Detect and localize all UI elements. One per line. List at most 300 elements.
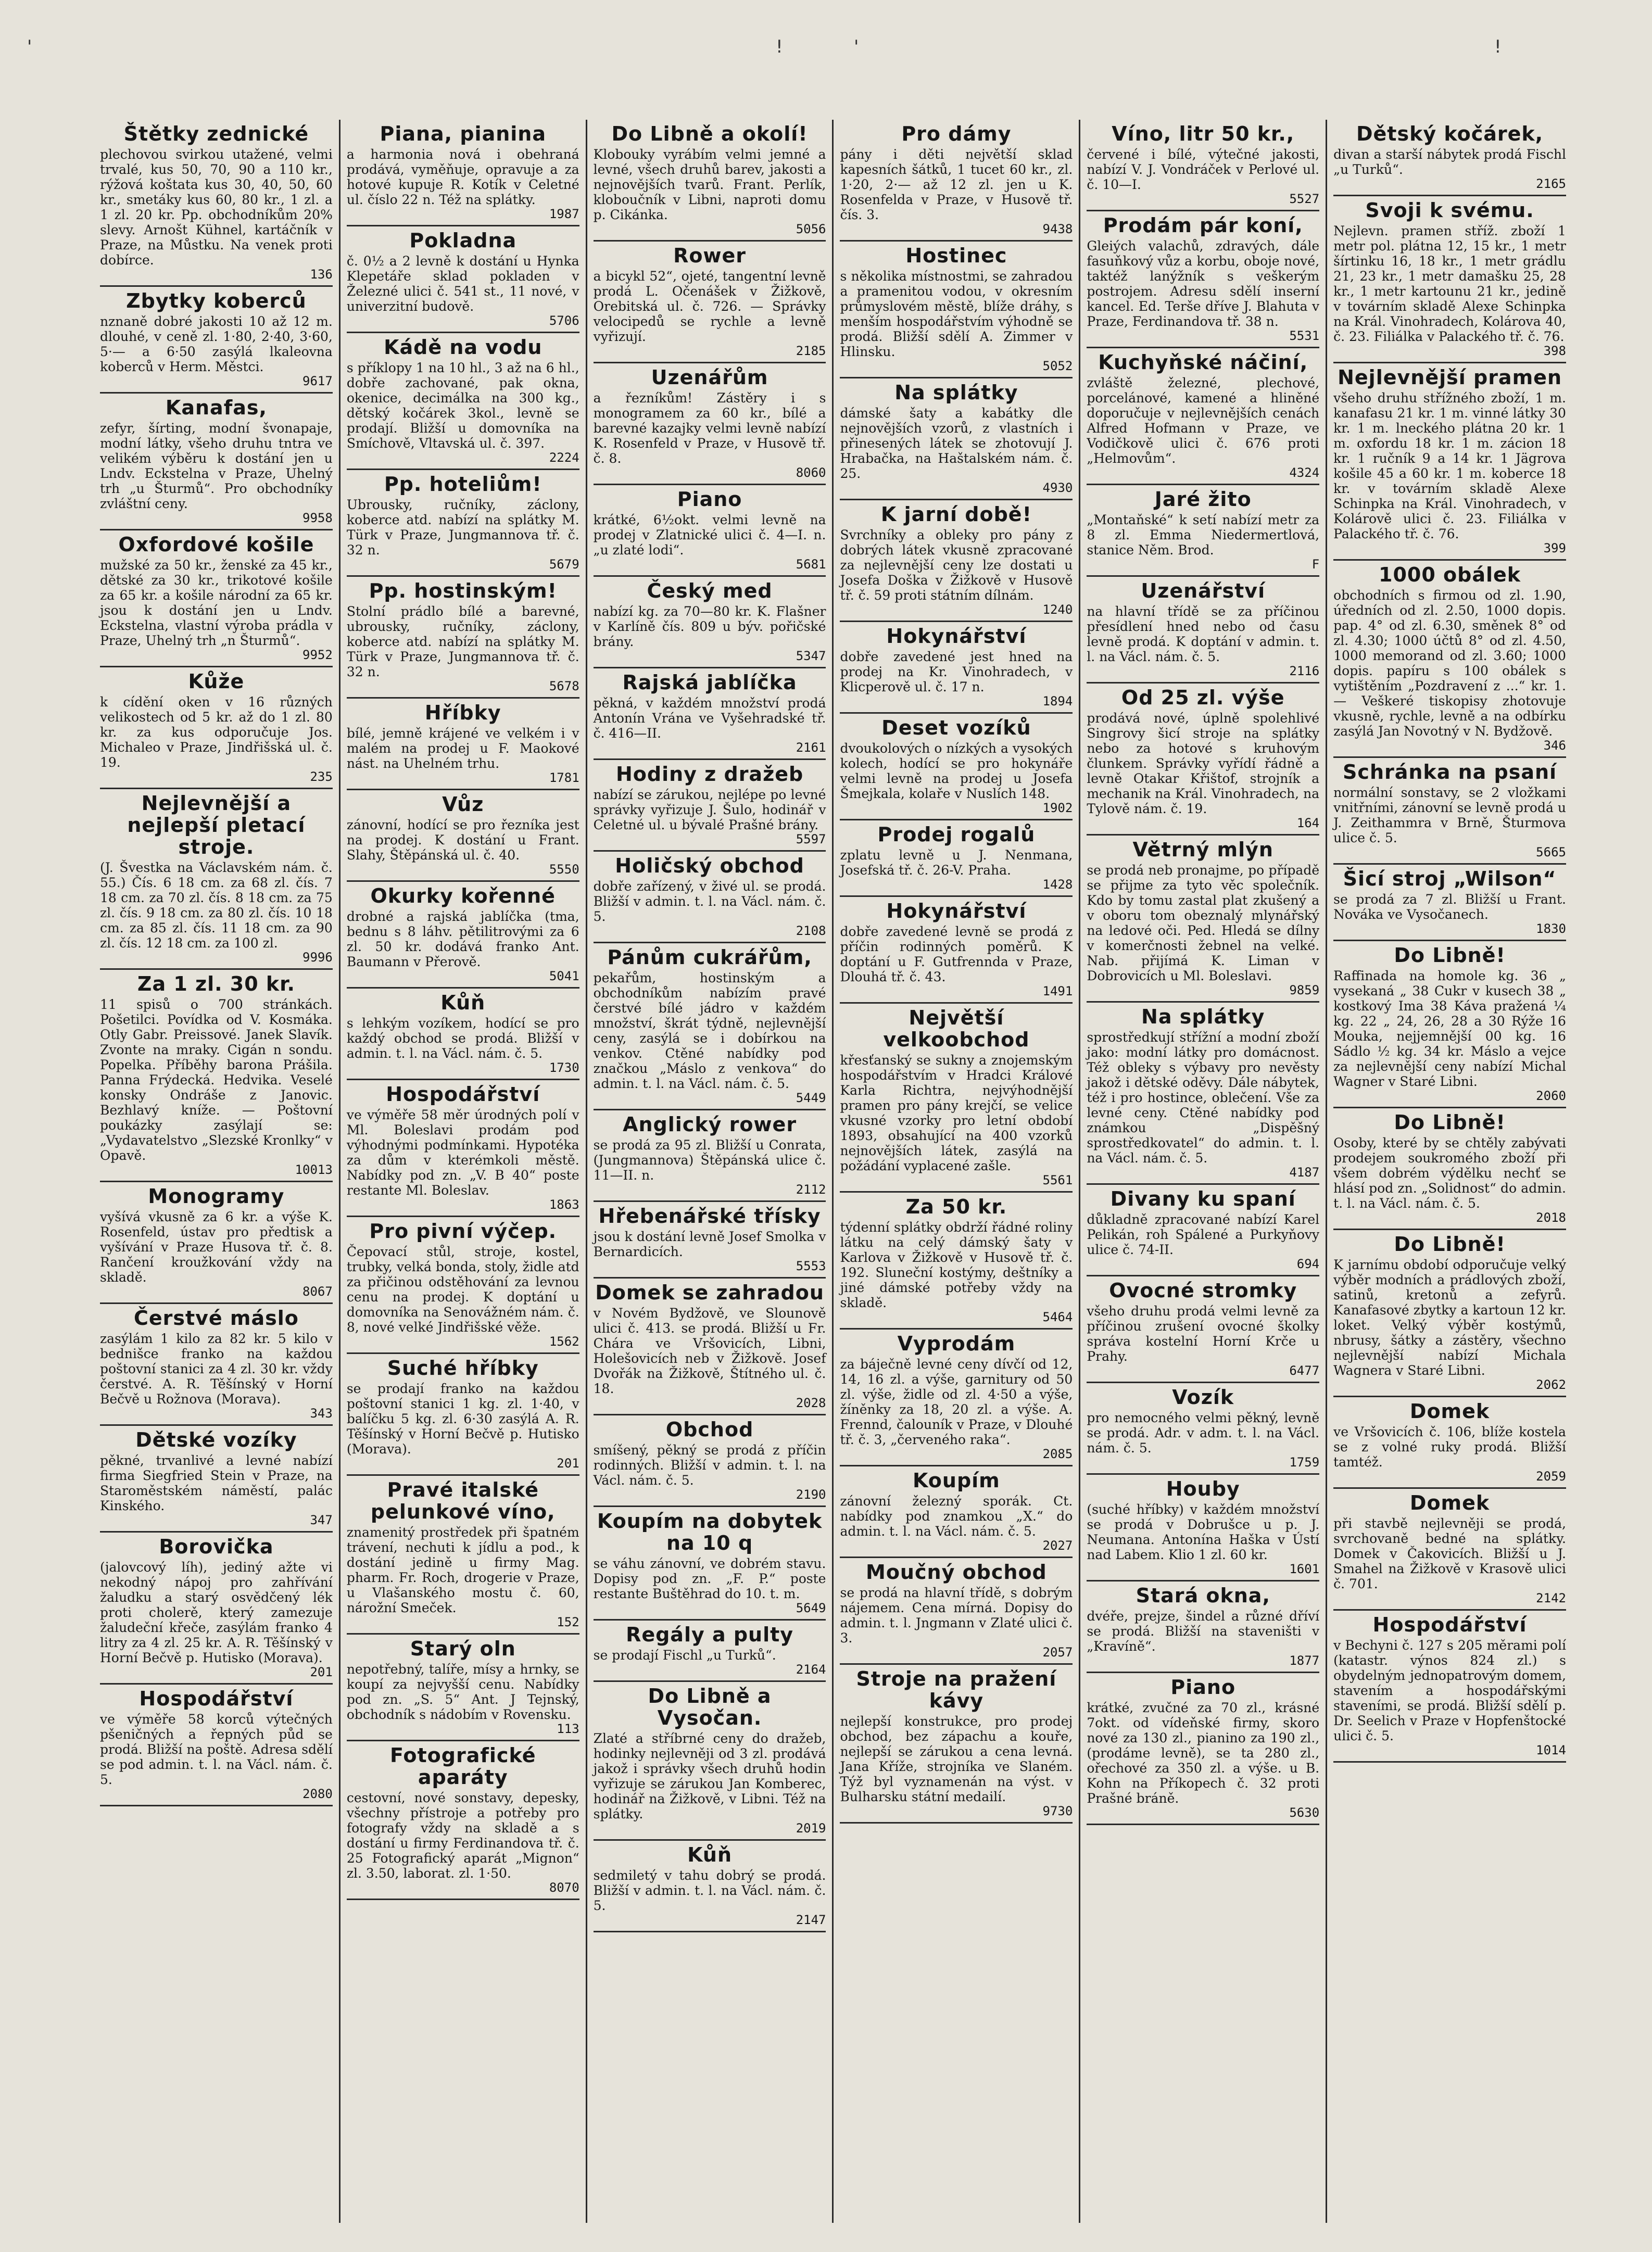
classified-ad [1333, 1230, 1566, 1397]
ad-number: 2085 [1042, 1447, 1073, 1461]
ad-body: drobné a rajská jablíčka (tma, bednu s 8 láhv. pětilitrovými za 6 zl. 50 kr. dodává franko Ant. Baumann v Přerově. [346, 909, 579, 969]
ad-number: 9438 [1042, 222, 1073, 236]
classified-ad [100, 1685, 333, 1806]
classified-ad [347, 120, 579, 226]
classified-ad [840, 500, 1073, 622]
ad-body: (jalovcový líh), jediný ažte vi nekodný nápoj pro zahřívání žaludku a starý osvědčený lék proti cholerě, který zamezuje žaludeční křeče, zasýlám franko 4 litry za 4 zl. 25 kr. A. R. Těšínský v Horní Bečvě p. Hutisko (Morava). [100, 1560, 333, 1665]
ad-number: 5550 [549, 862, 579, 877]
ad-number: 398 [1543, 344, 1566, 358]
ad-body: krátké, zvučné za 70 zl., krásné 7okt. od vídeňské firmy, skoro nové za 130 zl., pianino za 190 zl., (prodáme levně), se ta 280 zl., ořechové za 350 zl. a výše. u B. Kohn na Příkopech č. 32 proti Prašné bráně. [1087, 1700, 1320, 1806]
classified-ad [1087, 211, 1319, 348]
classified-ad [1333, 561, 1566, 758]
ad-body: se prodají Fischl „u Turků“. [593, 1648, 776, 1663]
classified-ad [347, 333, 579, 470]
classified-ad [840, 1558, 1073, 1665]
classified-ad [840, 1004, 1073, 1193]
ad-number: 136 [310, 267, 333, 282]
classified-ad [840, 120, 1073, 242]
ad-heading: Jaré žito [1154, 488, 1252, 511]
ad-body: znamenitý prostředek při špatném trávení, nechuti k jídlu a pod., k dostání jedině u firmy Mag. pharm. Fr. Roch, drogerie v Praze, u Vlašanského mostu č. 60, nárožní Smeček. [346, 1525, 579, 1615]
ad-body: dvéře, prejze, šindel a různé dříví se prodá. Bližší na staveništi v „Kravíně“. [1087, 1609, 1320, 1654]
ad-heading: Vyprodám [897, 1332, 1016, 1355]
ad-heading: Hostinec [905, 244, 1007, 267]
ad-heading: Uzenářům [651, 366, 768, 389]
classified-ad [100, 667, 333, 789]
ad-body: k cídění oken v 16 různých velikostech od 5 kr. až do 1 zl. 80 kr. za kus odporučuje Jos. Michaleo v Praze, Jindřišská ul. č. 19. [100, 694, 333, 770]
ad-number: 1014 [1536, 1743, 1566, 1757]
classified-ad [347, 1217, 579, 1354]
ad-number: 4324 [1289, 465, 1320, 480]
ad-body: mužské za 50 kr., ženské za 45 kr., dětské za 30 kr., trikotové košile za 65 kr. a košile národní za 65 kr. jsou k dostání jen u Lndv. Eckstelna, vlastní výroba prádla v Praze, Uhelný trh „n Šturmů“. [100, 558, 333, 648]
classified-ad [1333, 941, 1566, 1108]
ad-number: 1987 [549, 207, 579, 221]
ad-heading: Hříbky [424, 701, 501, 724]
ad-heading: Uzenářství [1141, 579, 1266, 602]
ad-body: Ubrousky, ručníky, záclony, koberce atd. nabízí na splátky M. Türk v Praze, Jungmannova tř. č. 32 n. [346, 497, 579, 558]
ad-number: 5449 [796, 1091, 826, 1105]
ad-heading: Kanafas, [165, 396, 267, 419]
ad-number: 1601 [1289, 1562, 1320, 1576]
classified-ad [840, 1193, 1073, 1330]
ad-body: obchodních s firmou od zl. 1.90, úředních od zl. 2.50, 1000 dopis. pap. 4° od zl. 6.30, směnek 8° od zl. 4.30; 1000 účtů 8° od zl. 4.50, 1000 memorand od zl. 3.60; 1000 dopis. papíru s 100 obálek s vytištěním „Pozdravení z ...“ kr. 1.— Veškeré tiskopisy zhotovuje vkusně, rychle, levně a na odbírku zasýlá Jan Novotný v N. Bydžově. [1333, 588, 1566, 739]
ad-heading: Nejlevnější pramen [1338, 366, 1562, 389]
ad-body: dámské šaty a kabátky dle nejnovějších vzorů, z vlastních i přinesených látek se zhotovují J. Hrabačka, na Haštalském nám. č. 25. [840, 406, 1073, 481]
ad-heading: Pokladna [409, 229, 517, 252]
ad-body: důkladně zpracované nabízí Karel Pelikán, roh Spálené a Purkyňovy ulice č. 74-II. [1087, 1212, 1320, 1257]
ad-number: 2062 [1536, 1377, 1566, 1392]
classified-ad [594, 668, 826, 760]
ad-number: 1894 [1042, 694, 1073, 709]
classified-ad [347, 1080, 579, 1217]
ad-number: 1240 [1042, 602, 1073, 617]
column-6 [1327, 120, 1572, 2223]
ad-heading: Čerstvé máslo [133, 1307, 299, 1330]
ad-number: 152 [557, 1615, 579, 1629]
ad-body: všeho druhu prodá velmi levně za příčinou zrušení ovocné školky správa kostelní Horní Krče u Prahy. [1087, 1304, 1320, 1364]
classified-ad [347, 577, 579, 699]
ad-heading: Moučný obchod [866, 1561, 1047, 1584]
ad-number: 4187 [1289, 1165, 1320, 1180]
classified-ad [840, 820, 1073, 897]
ad-number: 5678 [549, 679, 579, 693]
ad-heading: Borovička [159, 1535, 274, 1558]
ad-heading: Do Libně! [1394, 1233, 1506, 1256]
ad-body: Čepovací stůl, stroje, kostel, trubky, velká bonda, stoly, židle atd za přičinou odstěhování za levnou cenu na prodej. K doptání u domovníka na Senovážném nám. č. 8, nové velké Jindřišské věže. [346, 1244, 579, 1335]
ad-heading: Ovocné stromky [1109, 1279, 1297, 1302]
ad-heading: Do Libně! [1394, 944, 1506, 967]
ad-number: 8070 [549, 1880, 579, 1895]
ad-body: nejlepší konstrukce, pro prodej obchod, bez zápachu a kouře, nejlepší se zárukou a cena levná. Jana Kříže, strojníka ve Slaném. Týž byl vyznamenán na výst. v Bulharsku státní medailí. [840, 1714, 1073, 1804]
ad-body: na hlavní třídě se za příčinou přesídlení hned nebo od času levně prodá. K doptání v admin. t. l. na Václ. nám. č. 5. [1087, 604, 1320, 664]
ad-number: 5681 [796, 557, 826, 572]
classified-ad [347, 699, 579, 790]
ad-body: křesťanský se sukny a znojemským hospodářstvím v Hradci Králové Karla Richtra, nejvýhodnější pramen pro pány krejčí, se velice vkusné vzorky pro letní období 1893, obsahující na 400 vzorků nejnovějších látek, zasýlá na požádání vyplacené zašle. [840, 1053, 1073, 1173]
classified-ad [100, 394, 333, 530]
ad-number: 201 [557, 1456, 579, 1471]
classified-ad [1333, 1489, 1566, 1611]
ad-body: cestovní, nové sonstavy, depesky, všechny přístroje a potřeby pro fotografy vždy na skladě a s dostání u firmy Ferdinandova tř. č. 25 Fotografický aparát „Mignon“ zl. 3.50, laborat. zl. 1·50. [346, 1790, 579, 1881]
ad-number: 1759 [1289, 1455, 1320, 1470]
ad-body: K jarnímu období odporučuje velký výběr modních a prádlových zboží, satinů, kretonů a zefyrů. Kanafasové zbytky a kartoun 12 kr. loket. Velký výběr kostýmů, nbrusy, šátky a zástěry, všechno nejlevnější nabízí Michala Wagnera v Staré Libni. [1333, 1257, 1566, 1378]
ad-number: 113 [557, 1722, 579, 1736]
classified-ad [840, 242, 1073, 378]
classified-ad [347, 790, 579, 882]
ad-heading: Anglický rower [623, 1113, 797, 1136]
margin-mark-center-b: ' [854, 36, 859, 57]
classified-ad [1333, 196, 1566, 363]
classified-ad [1333, 1611, 1566, 1763]
margin-mark-right: ! [1494, 36, 1502, 57]
ad-body: zasýlám 1 kilo za 82 kr. 5 kilo v bednišce franko na každou poštovní stanici za 4 zl. 30 kr. vždy čerstvé. A. R. Těšínský v Horní Bečvě u Rožnova (Morava). [100, 1331, 333, 1407]
classified-ad [1333, 363, 1566, 561]
ad-number: 1902 [1042, 801, 1073, 815]
ad-body: plechovou svirkou utažené, velmi trvalé, kus 50, 70, 90 a 110 kr., rýžová koštata kus 30, 40, 50, 60 kr., smetáky kus 60, 80 kr., 1 zl. a 1 zl. 20 kr. Pp. obchodníkům 20% slevy. Arnošt Kühnel, kartáčník v Praze, na Můstku. Na venek proti dobírce. [100, 147, 333, 268]
ad-body: (suché hříbky) v každém množství se prodá v Dobrušce u p. J. Neumana. Antonína Haška v Ústí nad Labem. Klio 1 zl. 60 kr. [1087, 1502, 1320, 1562]
ad-heading: Na splátky [894, 381, 1018, 404]
ad-body: se prodá za 7 zl. Bližší u Frant. Nováka ve Vysočanech. [1333, 892, 1566, 922]
ad-heading: Kádě na vodu [384, 336, 543, 359]
ad-number: 347 [310, 1513, 333, 1527]
ad-heading: Starý oln [410, 1637, 516, 1660]
classified-ad [594, 485, 826, 577]
classified-ad [100, 287, 333, 394]
column-2 [341, 120, 587, 2223]
ad-heading: Pro dámy [901, 122, 1012, 145]
ad-number: 9996 [302, 950, 333, 965]
classified-ad [347, 226, 579, 333]
ad-heading: Regály a pulty [626, 1623, 794, 1646]
ad-number: 2057 [1042, 1645, 1073, 1660]
classified-ad [1087, 348, 1319, 485]
classified-ad [594, 1279, 826, 1415]
ad-number: 694 [1296, 1257, 1320, 1271]
classified-ad [1087, 1582, 1319, 1673]
ad-heading: Obchod [665, 1418, 754, 1441]
ad-body: se prodá za 95 zl. Bližší u Conrata, (Jungmannova) Štěpánská ulice č. 11—II. n. [593, 1137, 826, 1183]
ad-number: 5597 [796, 832, 826, 846]
classified-ad [100, 1304, 333, 1426]
classified-ad [594, 1841, 826, 1932]
classified-ad [1087, 120, 1319, 211]
ad-body: vyšívá vkusně za 6 kr. a výše K. Rosenfeld, ústav pro předtisk a vyšívání v Praze Husova tř. č. 8. Rančení kroužkování vždy na skladě. [100, 1209, 333, 1285]
ad-number: 346 [1543, 738, 1566, 753]
ad-body: ve Vršovicích č. 106, blíže kostela se z volné ruky prodá. Bližší tamtéž. [1333, 1424, 1566, 1470]
ad-body: zánovní, hodící se pro řezníka jest na prodej. K dostání u Frant. Slahy, Štěpánská ul. č. 40. [346, 817, 579, 863]
classified-ad [594, 120, 826, 242]
ad-body: bílé, jemně krájené ve velkém i v malém na prodej u F. Maokové nást. na Uhelném trhu. [346, 726, 579, 771]
ad-number: 2185 [796, 344, 826, 358]
ad-heading: 1000 obálek [1379, 563, 1521, 586]
ad-number: 2165 [1536, 176, 1566, 191]
ad-number: 9958 [302, 511, 333, 525]
ad-number: 2027 [1042, 1538, 1073, 1553]
classified-ad [594, 1415, 826, 1507]
ad-heading: Piano [677, 488, 742, 511]
classified-ad [594, 943, 826, 1110]
ad-heading: Do Libně a Vysočan. [648, 1685, 772, 1729]
ad-number: 1781 [549, 770, 579, 785]
classified-ad [347, 989, 579, 1080]
classified-ad [347, 470, 579, 577]
ad-heading: Kuchyňské náčiní, [1098, 351, 1308, 374]
ad-number: 2112 [796, 1182, 826, 1197]
ad-number: 5041 [549, 969, 579, 983]
classified-ad [840, 1330, 1073, 1466]
ad-heading: Koupím [913, 1469, 1000, 1492]
classified-ad [1087, 485, 1319, 577]
ad-body: Osoby, které by se chtěly zabývati prodejem soukromého zboží při všem dobrém výdělku nechť se hlásí pod zn. „Solidnost“ do admin. t. l. na Václ. nám. č. 5. [1333, 1135, 1566, 1211]
ad-heading: Štětky zednické [123, 122, 309, 145]
ad-number: 2019 [796, 1821, 826, 1836]
ad-body: se prodá na hlavní třídě, s dobrým nájemem. Cena mírná. Dopisy do admin. t. l. Jngmann v Zlaté ulici č. 3. [840, 1585, 1073, 1646]
classified-ad [594, 1682, 826, 1841]
ad-body: jsou k dostání levně Josef Smolka v Bernardicích. [593, 1229, 826, 1259]
classified-ad [100, 530, 333, 667]
classified-ad [100, 970, 333, 1182]
classified-ad [347, 1476, 579, 1635]
ad-heading: Fotografické aparáty [389, 1744, 536, 1789]
ad-heading: Oxfordové košile [118, 533, 314, 556]
ad-number: 2080 [302, 1787, 333, 1801]
ad-body: za báječně levné ceny dívčí od 12, 14, 16 zl. a výše, garnitury od 50 zl. výše, židle od zl. 4·50 a výše, žíněnky za 18, 20 zl. a výše. A. Frennd, čalouník v Praze, v Dlouhé tř. č. 3, „červeného raka“. [840, 1357, 1073, 1447]
ad-number: 5679 [549, 557, 579, 572]
classified-ad [1333, 1397, 1566, 1489]
classified-ad [347, 1635, 579, 1741]
ad-body: ve výměře 58 korců výtečných pšeničných a řepných půd se prodá. Bližší na poště. Adresa sdělí se pod admin. t. l. na Václ. nám. č. 5. [100, 1712, 333, 1787]
ad-body: a řezníkům! Zástěry i s monogramem za 60 kr., bílé a barevné kazajky velmi levně nabízí K. Rosenfeld v Praze, v Husově tř. č. 8. [593, 390, 826, 466]
ad-number: 9730 [1042, 1804, 1073, 1818]
ad-number: 9617 [302, 374, 333, 388]
ad-number: 2190 [796, 1487, 826, 1502]
ad-heading: Monogramy [148, 1185, 285, 1208]
ad-body: divan a starší nábytek prodá Fischl „u Turků“. [1333, 147, 1566, 177]
classified-ad [840, 897, 1073, 1004]
ad-number: 2142 [1536, 1591, 1566, 1605]
ad-body: se váhu zánovní, ve dobrém stavu. Dopisy pod zn. „F. P.“ poste restante Buštěhrad do 10. t. m. [593, 1556, 826, 1601]
classified-ad [1333, 865, 1566, 941]
ad-number: 2060 [1536, 1089, 1566, 1103]
ad-body: nepotřebný, talíře, mísy a hrnky, se koupí za nejvyšší cenu. Nabídky pod zn. „S. 5“ Ant. J Tejnský, obchodník s nádobím v Rovensku. [346, 1662, 579, 1722]
ad-number: 4930 [1042, 480, 1073, 495]
classified-ad [1087, 1276, 1319, 1383]
ad-body: smíšený, pěkný se prodá z příčin rodinných. Bližší v admin. t. l. na Václ. nám. č. 5. [593, 1443, 826, 1488]
ad-body: sprostředkují střížní a modní zboží jako: modní látky pro domácnost. Též obleky s výbavy pro nevěsty jakož i dětské oděvy. Dále nábytek, též i pro hostince, oblečení. Vše za levné ceny. Ctěné nabídky pod známkou „Dispěšný sprostředkovatel“ do admin. t. l. na Václ. nám. č. 5. [1087, 1030, 1320, 1166]
ad-heading: Za 1 zl. 30 kr. [137, 972, 295, 995]
ad-heading: Rower [673, 244, 747, 267]
ad-body: sedmiletý v tahu dobrý se prodá. Bližší v admin. t. l. na Václ. nám. č. 5. [593, 1868, 826, 1913]
classified-columns [94, 120, 1572, 2223]
classified-ad [840, 714, 1073, 820]
ad-number: 343 [310, 1406, 333, 1421]
ad-body: zefyr, šírting, modní švonapaje, modní látky, všeho druhu tntra ve velikém výběru k dostání jen u Lndv. Eckstelna v Praze, Uhelný trh „u Šturmů“. Pro obchodníky zvláštní ceny. [100, 421, 333, 511]
ad-body: všeho druhu střížného zboží, 1 m. kanafasu 21 kr. 1 m. vinné látky 30 kr. 1 m. lneckého plátna 20 kr. 1 m. oxfordu 18 kr. 1 m. zácion 18 kr. 1 ručník 9 a 14 kr. 1 Jägrova košile 45 a 60 kr. 1 m. koberce 18 kr. v továrním skladě Alexe Schinpka na Král. Vinohradech, v Kolárově ulici č. 23. Filiálka v Palackého tř. č. 76. [1333, 390, 1566, 541]
ad-heading: Hokynářství [886, 900, 1027, 922]
ad-heading: Na splátky [1141, 1005, 1265, 1028]
classified-ad [1087, 1673, 1319, 1825]
classified-ad [347, 1741, 579, 1900]
ad-number: 5052 [1042, 359, 1073, 373]
ad-body: Klobouky vyrábím velmi jemné a levné, všech druhů barev, jakosti a nejnovějších tvarů. Frant. Perlík, kloboučník v Libni, naproti domu p. Cikánka. [593, 147, 826, 222]
ad-number: 2059 [1536, 1469, 1566, 1484]
ad-body: prodává nové, úplně spolehlivé Singrovy šicí stroje na splátky nebo za hotové s kruhovým člunkem. Správky vyřídí řádně a levně Otakar Křištof, strojník a mechanik na Král. Vinohradech, na Tylově nám. č. 19. [1087, 711, 1320, 816]
ad-heading: Největší velkoobchod [883, 1006, 1030, 1051]
ad-heading: Kůň [440, 991, 486, 1014]
ad-heading: Víno, litr 50 kr., [1112, 122, 1295, 145]
ad-body: pro nemocného velmi pěkný, levně se prodá. Adr. v adm. t. l. na Václ. nám. č. 5. [1087, 1410, 1320, 1456]
ad-number: 9859 [1289, 983, 1320, 997]
classified-ad [594, 760, 826, 852]
ad-heading: Suché hříbky [387, 1357, 539, 1380]
ad-number: 2147 [796, 1913, 826, 1927]
ad-body: červené i bílé, výtečné jakosti, nabízí V. J. Vondráček v Perlové ul. č. 10—I. [1087, 147, 1320, 192]
ad-number: 8060 [796, 465, 826, 480]
ad-heading: Pánům cukrářům, [607, 946, 812, 969]
ad-heading: Okurky kořenné [370, 884, 556, 907]
ad-heading: Pp. hoteliům! [384, 473, 542, 496]
ad-body: (J. Švestka na Václavském nám. č. 55.) Čís. 6 18 cm. za 68 zl. čís. 7 18 cm. za 70 zl. čís. 8 18 cm. za 75 zl. čís. 9 18 cm. za 80 zl. čís. 10 18 cm. za 85 zl. čís. 11 18 cm. za 90 zl. čís. 12 18 cm. za 100 zl. [100, 860, 333, 951]
classified-ad [840, 1665, 1073, 1824]
ad-number: 5561 [1042, 1173, 1073, 1187]
ad-body: s lehkým vozíkem, hodící se pro každý obchod se prodá. Bližší v admin. t. l. na Václ. nám. č. 5. [346, 1016, 579, 1061]
ad-heading: Piana, pianina [380, 122, 546, 145]
ad-number: 5347 [796, 649, 826, 663]
classified-ad [1087, 577, 1319, 684]
ad-heading: Pp. hostinským! [369, 579, 557, 602]
classified-ad [1333, 120, 1566, 196]
ad-number: 6477 [1289, 1363, 1320, 1378]
ad-body: č. 0½ a 2 levně k dostání u Hynka Klepetáře sklad pokladen v Železné ulici č. 541 st., 11 nové, v univerzitní budově. [346, 254, 579, 314]
ad-body: v Bechyni č. 127 s 205 měrami polí (katastr. výnos 824 zl.) s obydelným jednopatrovým domem, stavením a hospodářskými staveními, se prodá. Bližší sdělí p. Dr. Seelich v Praze v Hopfenštocké ulici č. 5. [1333, 1638, 1566, 1743]
ad-heading: K jarní době! [880, 503, 1032, 526]
ad-body: krátké, 6½okt. velmi levně na prodej v Zlatnické ulici č. 4—I. n. „u zlaté lodi“. [593, 512, 826, 558]
ad-body: dobře zavedené levně se prodá z příčin rodinných poměrů. K doptání u F. Gutfrennda v Praze, Dlouhá tř. č. 43. [840, 924, 1073, 984]
classified-ad [594, 577, 826, 668]
ad-heading: Kůže [188, 670, 245, 693]
column-5 [1080, 120, 1327, 2223]
ad-heading: Hospodářství [1372, 1613, 1527, 1636]
ad-number: 5649 [796, 1601, 826, 1615]
ad-number: 9952 [302, 648, 333, 662]
classified-ad [840, 1466, 1073, 1558]
ad-number: 2116 [1289, 664, 1320, 678]
column-4 [834, 120, 1080, 2223]
classified-ad [1087, 1475, 1319, 1582]
classified-ad [100, 789, 333, 970]
ad-heading: Houby [1166, 1477, 1240, 1500]
ad-body: dvoukolových o nízkých a vysokých kolech, hodící se pro hokynáře velmi levně na prodej u Josefa Šmejkala, kolaře v Nuslích 148. [840, 741, 1073, 801]
ad-body: se prodají franko na každou poštovní stanici 1 kg. zl. 1·40, v balíčku 5 kg. zl. 6·30 zasýlá A. R. Těšínský v Horní Bečvě p. Hutisko (Morava). [346, 1381, 579, 1457]
ad-heading: Prodám pár koní, [1103, 214, 1303, 237]
ad-body: nabízí se zárukou, nejlépe po levné správky vyřizuje J. Šulo, hodinář v Celetné ul. u bývalé Prašné brány. [593, 787, 826, 832]
ad-body: dobře zavedené jest hned na prodej na Kr. Vinohradech, v Klicperově ul. č. 17 n. [840, 649, 1073, 694]
ad-number: 1730 [549, 1060, 579, 1075]
ad-body: nznaně dobré jakosti 10 až 12 m. dlouhé, v ceně zl. 1·80, 2·40, 3·60, 5·— a 6·50 zasýlá lkaleovna koberců v Herm. Městci. [100, 314, 333, 374]
ad-body: Gleiých valachů, zdravých, dále fasuňkový vůz a korbu, oboje nové, taktéž lanýžník s veškerým postrojem. Adresu sdělí inserní kancel. Ed. Terše dříve J. Blahuta v Praze, Ferdinandova tř. 38 n. [1087, 238, 1320, 329]
classified-ad [100, 1426, 333, 1533]
ad-number: 2164 [796, 1662, 826, 1677]
ad-heading: Vozík [1172, 1386, 1234, 1409]
ad-heading: Deset vozíků [881, 716, 1031, 739]
ad-heading: Divany ku spaní [1110, 1187, 1296, 1210]
ad-heading: Pravé italské pelunkové víno, [370, 1478, 556, 1523]
ad-body: a bicykl 52“, ojeté, tangentní levně prodá L. Očenášek v Žižkově, Orebitská ul. č. 726. — Správky velocipedů se rychle a levně vyřizují. [593, 269, 826, 344]
ad-heading: Svoji k svému. [1365, 199, 1534, 222]
classified-ad [840, 378, 1073, 500]
ad-heading: Do Libně! [1394, 1111, 1506, 1134]
ad-heading: Hokynářství [886, 625, 1027, 648]
ad-heading: Koupím na dobytek na 10 q [597, 1510, 823, 1554]
classified-ad [594, 852, 826, 943]
ad-heading: Schránka na psaní [1343, 761, 1557, 783]
ad-body: zplatu levně u J. Nenmana, Josefská tř. č. 26-V. Praha. [840, 847, 1073, 878]
ad-heading: Domek se zahradou [595, 1281, 824, 1304]
ad-number: 5531 [1289, 328, 1320, 343]
ad-number: 2108 [796, 923, 826, 938]
classified-ad [100, 120, 333, 287]
ad-heading: Holičský obchod [615, 854, 804, 877]
ad-heading: Šicí stroj „Wilson“ [1343, 867, 1557, 890]
ad-body: Zlaté a stříbrné ceny do dražeb, hodinky nejlevněji od 3 zl. prodává jakož i správky všech druhů hodin vyřizuje se zárukou Jan Komberec, hodinář na Žižkově, v Libni. Též na splátky. [593, 1731, 826, 1821]
classified-ad [1087, 836, 1319, 1003]
ad-heading: Hodiny z dražeb [615, 763, 804, 786]
ad-heading: Domek [1409, 1400, 1490, 1423]
ad-number: 1491 [1042, 984, 1073, 998]
ad-body: 11 spisů o 700 stránkách. Pošetilci. Povídka od V. Kosmáka. Otly Gabr. Preissové. Janek Slavík. Zvonte na mraky. Cigán n sondu. Popelka. Příběhy barona Prášila. Panna Frýdecká. Hedvika. Veselé konsky Ondráše z Janovic. Bezhlavý kníže. — Poštovní poukázky zasýlají se: „Vydavatelstvo „Slezské Kronlky“ v Opavě. [100, 997, 333, 1163]
ad-heading: Domek [1409, 1491, 1490, 1514]
ad-heading: Pro pivní výčep. [369, 1220, 557, 1243]
ad-number: 1562 [549, 1334, 579, 1349]
classified-ad [100, 1533, 333, 1685]
ad-number: 5527 [1289, 192, 1320, 206]
ad-heading: Stroje na pražení kávy [856, 1667, 1057, 1712]
ad-number: 2161 [796, 740, 826, 755]
classified-ad [594, 1621, 826, 1682]
ad-body: pány i děti největší sklad kapesních šátků, 1 tucet 60 kr., zl. 1·20, 2·— až 12 zl. jen u K. Rosenfelda v Praze, v Husově tř. čís. 3. [840, 147, 1073, 222]
classified-ad [594, 242, 826, 363]
classified-ad [594, 1110, 826, 1202]
ad-body: Svrchníky a obleky pro pány z dobrých látek vkusně zpracované za nejlevnější ceny lze dostati u Josefa Doška v Žižkově v Husově tř. č. 59 proti státním dílnám. [840, 527, 1073, 603]
ad-number: F [1311, 557, 1320, 572]
margin-mark-left: ' [27, 36, 32, 57]
ad-heading: Dětský kočárek, [1356, 122, 1544, 145]
ad-heading: Hřebenářské třísky [598, 1205, 821, 1228]
ad-number: 235 [310, 769, 333, 784]
ad-number: 1863 [549, 1197, 579, 1212]
ad-body: s příklopy 1 na 10 hl., 3 až na 6 hl., dobře zachované, pak okna, okenice, decimálka na 300 kg., dětský kočárek 3kol., levně se prodají. Bližší u domovníka na Smíchově, Vltavská ul. č. 397. [346, 360, 579, 451]
classified-ad [594, 1507, 826, 1621]
ad-number: 2018 [1536, 1210, 1566, 1225]
column-3 [587, 120, 834, 2223]
ad-heading: Větrný mlýn [1132, 838, 1273, 861]
ad-body: týdenní splátky obdrží řádné roliny látku na celý dámský šaty v Karlova v Žižkově v Husově tř. č. 192. Sluneční kostýmy, deštníky a jiné dámské potřeby vždy na skladě. [840, 1220, 1073, 1310]
ad-body: s několika místnostmi, se zahradou a pramenitou vodou, v okresním průmyslovém městě, blíže dráhy, s menším hospodářstvím výhodně se prodá. Bližší sdělí A. Zimmer v Hlinsku. [840, 269, 1073, 359]
ad-heading: Nejlevnější a nejlepší pletací stroje. [127, 792, 306, 858]
ad-number: 5056 [796, 222, 826, 236]
ad-number: 8067 [302, 1284, 333, 1299]
ad-heading: Kůň [687, 1843, 733, 1866]
ad-body: a harmonia nová i obehraná prodává, vyměňuje, opravuje a za hotové kupuje R. Kotík v Celetné ul. číslo 22 n. Též na splátky. [346, 147, 579, 207]
ad-number: 201 [310, 1665, 333, 1679]
ad-body: pekařům, hostinským a obchodníkům nabízím pravé čerstvé bílé jádro v každém množství, škrát týdně, nejlevnější ceny, zasýlá se i dobírkou na venkov. Ctěné nabídky pod značkou „Máslo z venkova“ do admin. t. l. na Václ. nám. č. 5. [593, 970, 826, 1091]
ad-number: 1877 [1289, 1653, 1320, 1668]
ad-number: 1830 [1536, 921, 1566, 936]
ad-number: 164 [1296, 816, 1320, 830]
ad-body: dobře zařízený, v živé ul. se prodá. Bližší v admin. t. l. na Václ. nám. č. 5. [593, 879, 826, 924]
ad-heading: Rajská jablíčka [622, 671, 797, 694]
classified-ad [1087, 1185, 1319, 1276]
classified-ad [594, 1202, 826, 1279]
classified-ad [347, 1354, 579, 1476]
